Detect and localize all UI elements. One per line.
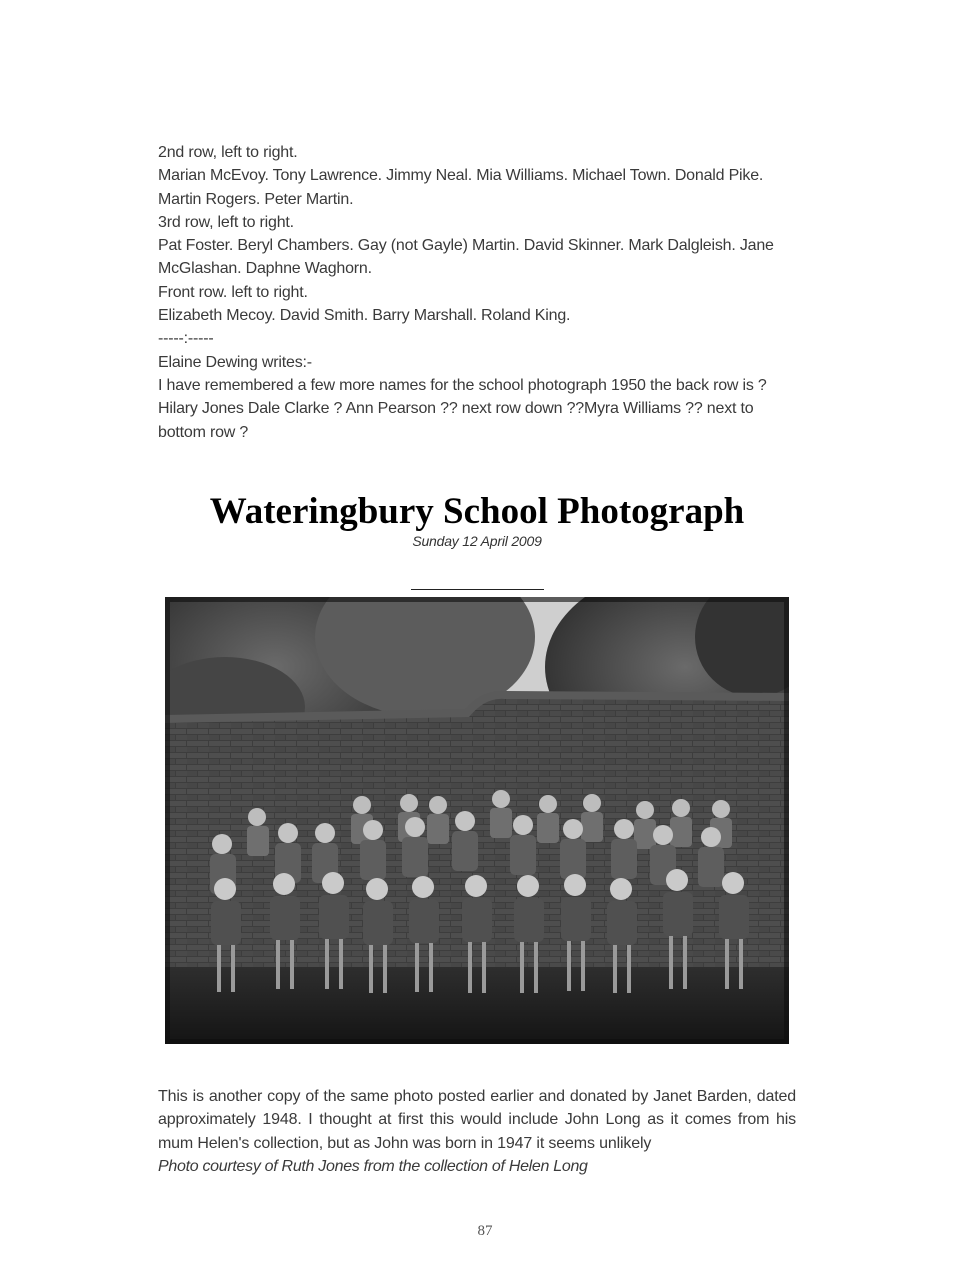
intro-line: Marian McEvoy. Tony Lawrence. Jimmy Neal. Mia Williams. Michael Town. Donald Pike. [158, 167, 764, 185]
intro-line: 2nd row, left to right. [158, 144, 298, 161]
intro-line: Elaine Dewing writes:- [158, 353, 312, 371]
intro-line: Hilary Jones Dale Clarke ? Ann Pearson ?? next row down ??Myra Williams ?? next to [158, 400, 754, 418]
article-date: Sunday 12 April 2009 [412, 533, 542, 549]
intro-line: Pat Foster. Beryl Chambers. Gay (not Gayle) Martin. David Skinner. Mark Dalgleish. Jane [158, 237, 774, 255]
intro-line: -----:----- [158, 330, 214, 348]
school-photograph [165, 597, 789, 1044]
article-body [158, 1085, 796, 1155]
intro-line: bottom row ? [158, 423, 249, 441]
article-title: Wateringbury School Photograph [209, 491, 745, 532]
article-body-text: This is another copy of the same photo posted earlier and donated by Janet Barden, dated approximately 1948. I thought at first this would include John Long as it comes from his mum Helen's collection, but as John was born in 1947 it seems unlikely [158, 1088, 796, 1152]
intro-line: Elizabeth Mecoy. David Smith. Barry Marshall. Roland King. [158, 307, 571, 325]
intro-line: 3rd row, left to right. [158, 213, 294, 231]
page-number: 87 [477, 1223, 493, 1239]
intro-line: Front row. left to right. [158, 283, 308, 301]
photo-credit: Photo courtesy of Ruth Jones from the collection of Helen Long [158, 1158, 588, 1175]
intro-text-block [158, 141, 798, 444]
intro-line: McGlashan. Daphne Waghorn. [158, 260, 372, 278]
intro-line: I have remembered a few more names for the school photograph 1950 the back row is ? [158, 376, 767, 394]
divider [411, 589, 544, 590]
intro-line: Martin Rogers. Peter Martin. [158, 190, 354, 208]
